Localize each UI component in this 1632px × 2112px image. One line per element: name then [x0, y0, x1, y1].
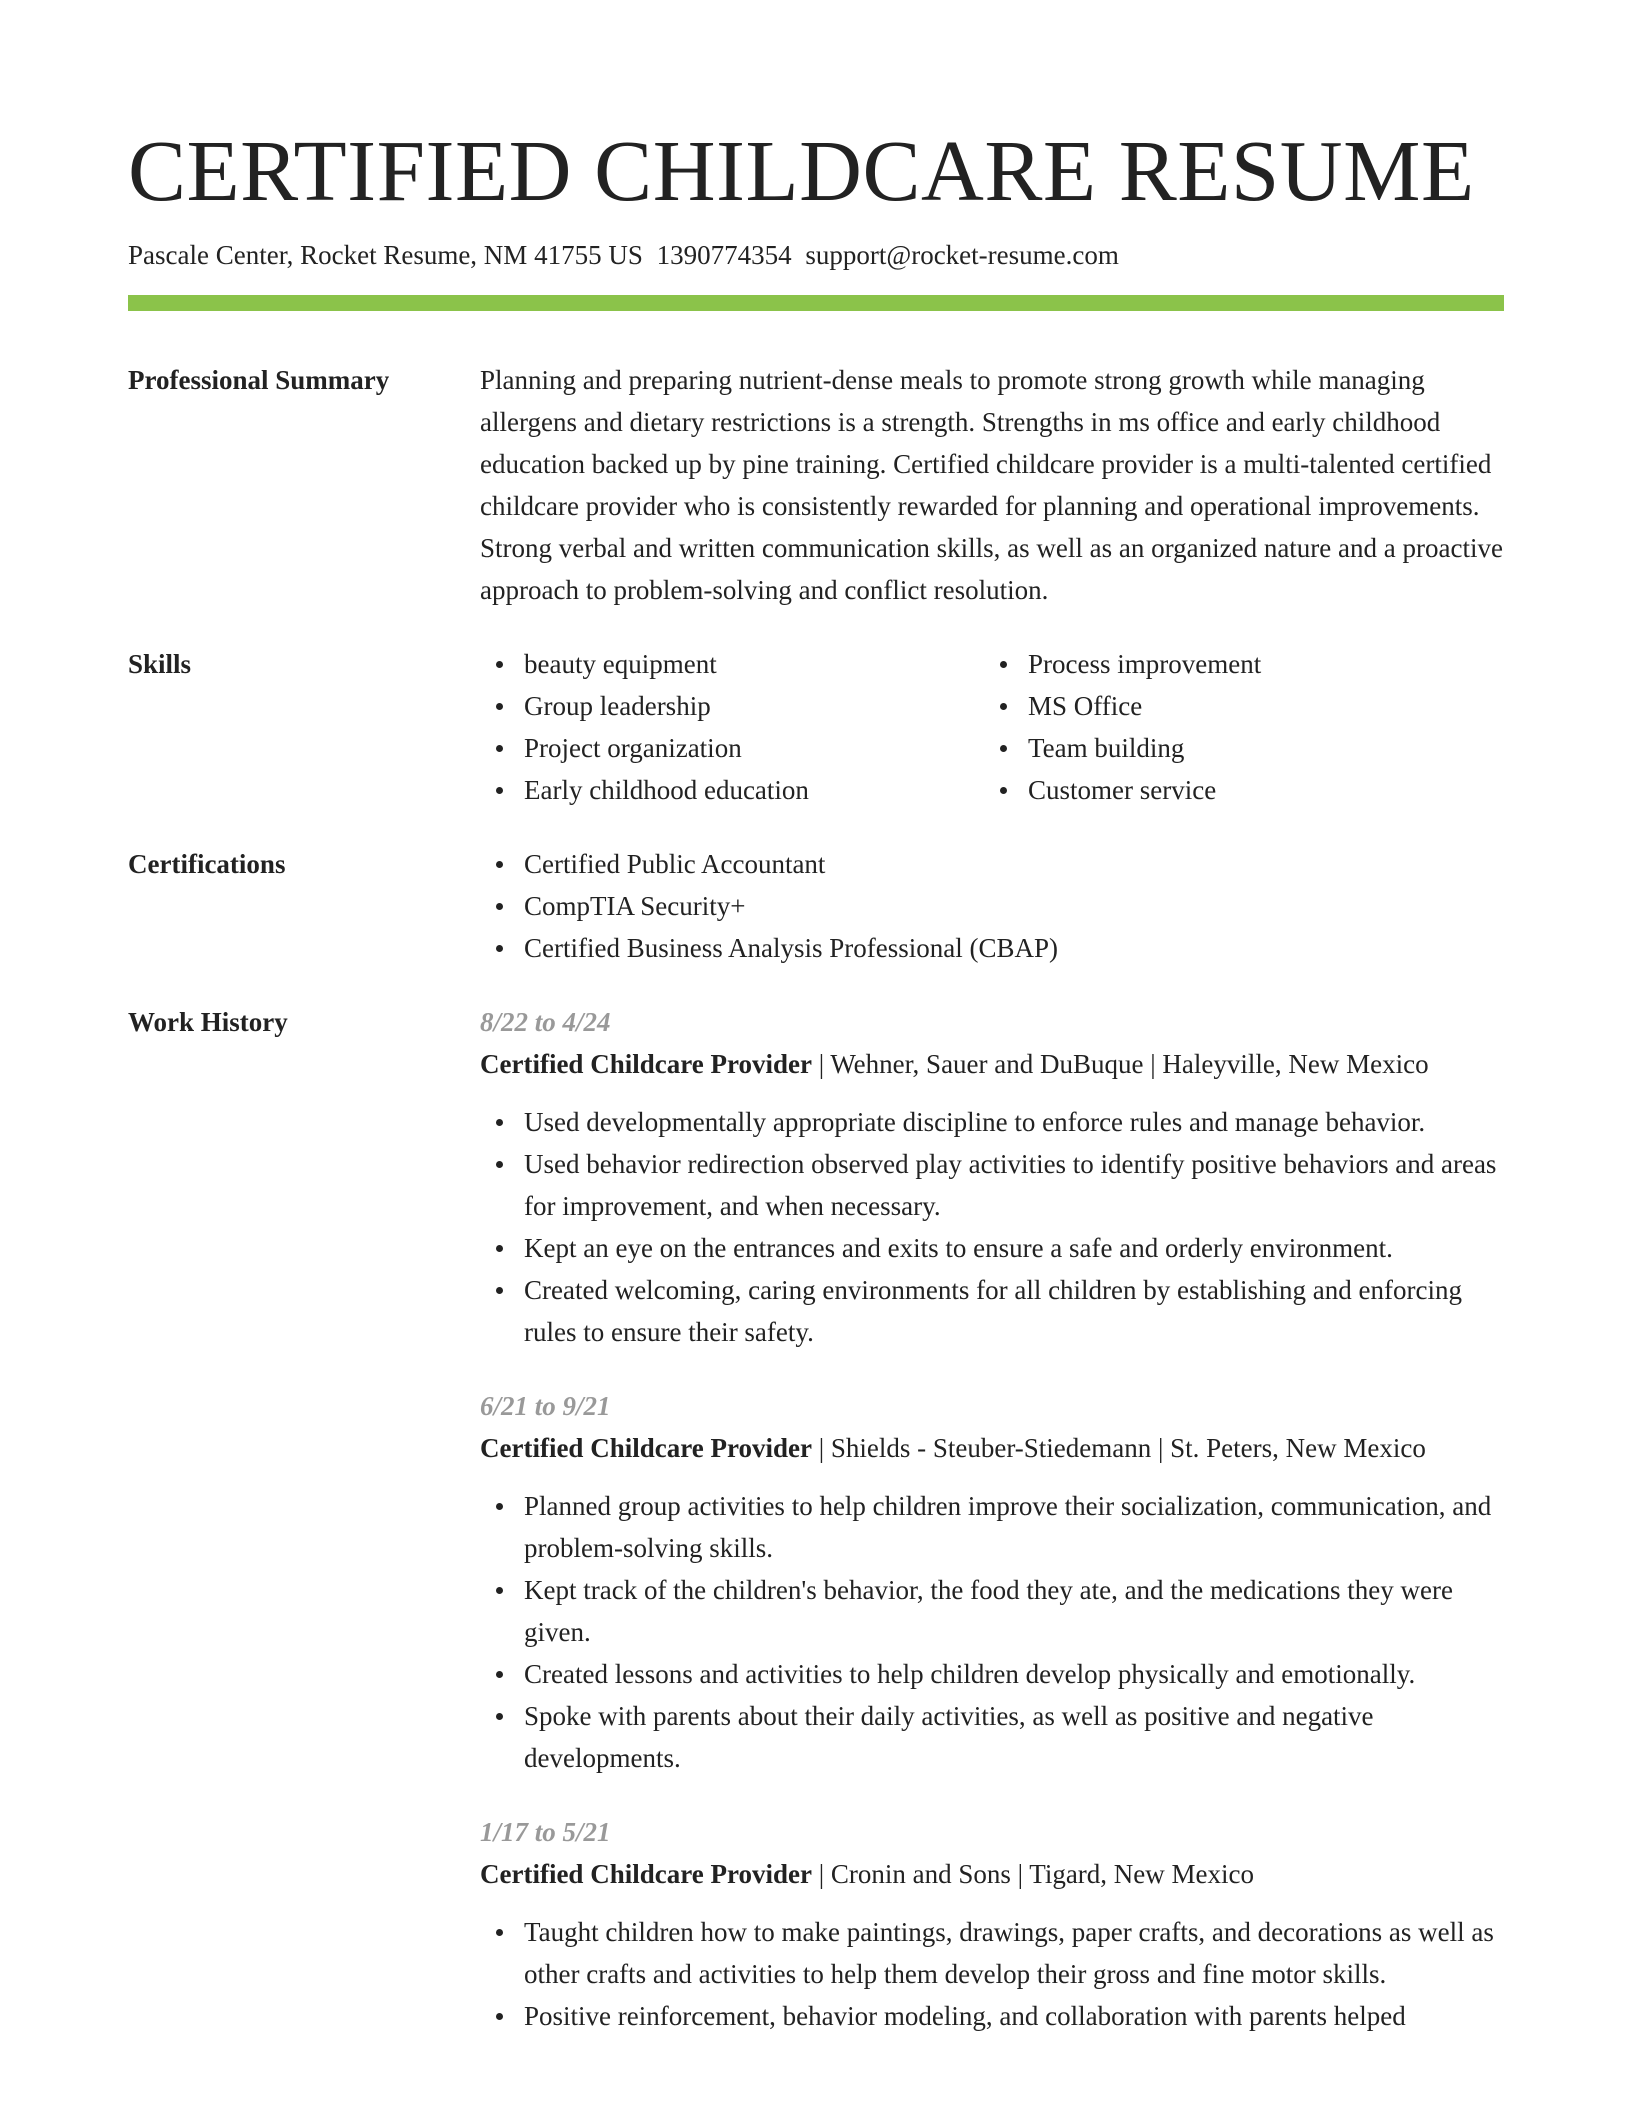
job-bullet: Positive reinforcement, behavior modeling, and collaboration with parents helped: [480, 1995, 1504, 2037]
job-bullet: Created welcoming, caring environments for all children by establishing and enforcing rules to ensure their safety.: [480, 1269, 1504, 1353]
job-bullet: Spoke with parents about their daily activities, as well as positive and negative developments.: [480, 1695, 1504, 1779]
certification-item: CompTIA Security+: [480, 885, 1504, 927]
contact-address: Pascale Center, Rocket Resume, NM 41755 US: [128, 240, 643, 270]
summary-section: [128, 359, 1504, 611]
job-bullets: [480, 1101, 1504, 1353]
resume-title: CERTIFIED CHILDCARE RESUME: [128, 122, 1475, 219]
skills-list-right: [984, 643, 1488, 811]
job-bullets: [480, 1911, 1504, 2037]
work-history-content: [480, 1001, 1504, 2037]
job-bullets: [480, 1485, 1504, 1779]
job-entry: [480, 1001, 1504, 1353]
job-title: Certified Childcare Provider: [480, 1859, 812, 1889]
summary-text: Planning and preparing nutrient-dense meals to promote strong growth while managing allergens and dietary restrictions is a strength. Strengths in ms office and early childhood education backed up by pine training. Certified childcare provider is a multi-talented certified childcare provider who is consistently rewarded for planning and operational improvements. Strong verbal and written communication skills, as well as an organized nature and a proactive approach to problem-solving and conflict resolution.: [480, 365, 1503, 605]
contact-email: support@rocket-resume.com: [805, 240, 1119, 270]
skill-item: Early childhood education: [480, 769, 984, 811]
work-history-label: Work History: [128, 1007, 288, 1037]
skill-item: Team building: [984, 727, 1488, 769]
skill-item: beauty equipment: [480, 643, 984, 685]
resume-page: [128, 0, 1504, 2037]
job-heading: [480, 1043, 1504, 1085]
job-title: Certified Childcare Provider: [480, 1049, 812, 1079]
job-bullet: Kept an eye on the entrances and exits to ensure a safe and orderly environment.: [480, 1227, 1504, 1269]
certification-item: Certified Business Analysis Professional (CBAP): [480, 927, 1504, 969]
job-bullet: Created lessons and activities to help children develop physically and emotionally.: [480, 1653, 1504, 1695]
contact-line: [128, 238, 1504, 272]
job-entry: [480, 1385, 1504, 1779]
job-details: | Shields - Steuber-Stiedemann | St. Peters, New Mexico: [818, 1433, 1426, 1463]
certification-item: Certified Public Accountant: [480, 843, 1504, 885]
job-title: Certified Childcare Provider: [480, 1433, 812, 1463]
certifications-list: [480, 843, 1504, 969]
job-entry: [480, 1811, 1504, 2037]
job-dates: 6/21 to 9/21: [480, 1391, 611, 1421]
certifications-label: Certifications: [128, 849, 286, 879]
skill-item: Process improvement: [984, 643, 1488, 685]
skills-label: Skills: [128, 649, 192, 679]
skills-content: [480, 643, 1504, 811]
job-bullet: Used behavior redirection observed play activities to identify positive behaviors and areas for improvement, and when necessary.: [480, 1143, 1504, 1227]
job-dates: 1/17 to 5/21: [480, 1817, 611, 1847]
job-heading: [480, 1853, 1504, 1895]
skill-item: Group leadership: [480, 685, 984, 727]
job-details: | Wehner, Sauer and DuBuque | Haleyville, New Mexico: [818, 1049, 1429, 1079]
job-dates: 8/22 to 4/24: [480, 1007, 611, 1037]
skills-section: [128, 643, 1504, 811]
job-bullet: Planned group activities to help children improve their socialization, communication, and problem-solving skills.: [480, 1485, 1504, 1569]
contact-phone: 1390774354: [656, 240, 792, 270]
skill-item: MS Office: [984, 685, 1488, 727]
header-divider: [128, 295, 1504, 311]
job-bullet: Taught children how to make paintings, drawings, paper crafts, and decorations as well as other crafts and activities to help them develop their gross and fine motor skills.: [480, 1911, 1504, 1995]
certifications-content: [480, 843, 1504, 969]
job-bullet: Kept track of the children's behavior, the food they ate, and the medications they were given.: [480, 1569, 1504, 1653]
summary-label: Professional Summary: [128, 365, 390, 395]
skill-item: Customer service: [984, 769, 1488, 811]
job-details: | Cronin and Sons | Tigard, New Mexico: [818, 1859, 1254, 1889]
work-history-section: [128, 1001, 1504, 2037]
skills-list-left: [480, 643, 984, 811]
job-bullet: Used developmentally appropriate discipline to enforce rules and manage behavior.: [480, 1101, 1504, 1143]
summary-content: [480, 359, 1504, 611]
skill-item: Project organization: [480, 727, 984, 769]
job-heading: [480, 1427, 1504, 1469]
certifications-section: [128, 843, 1504, 969]
